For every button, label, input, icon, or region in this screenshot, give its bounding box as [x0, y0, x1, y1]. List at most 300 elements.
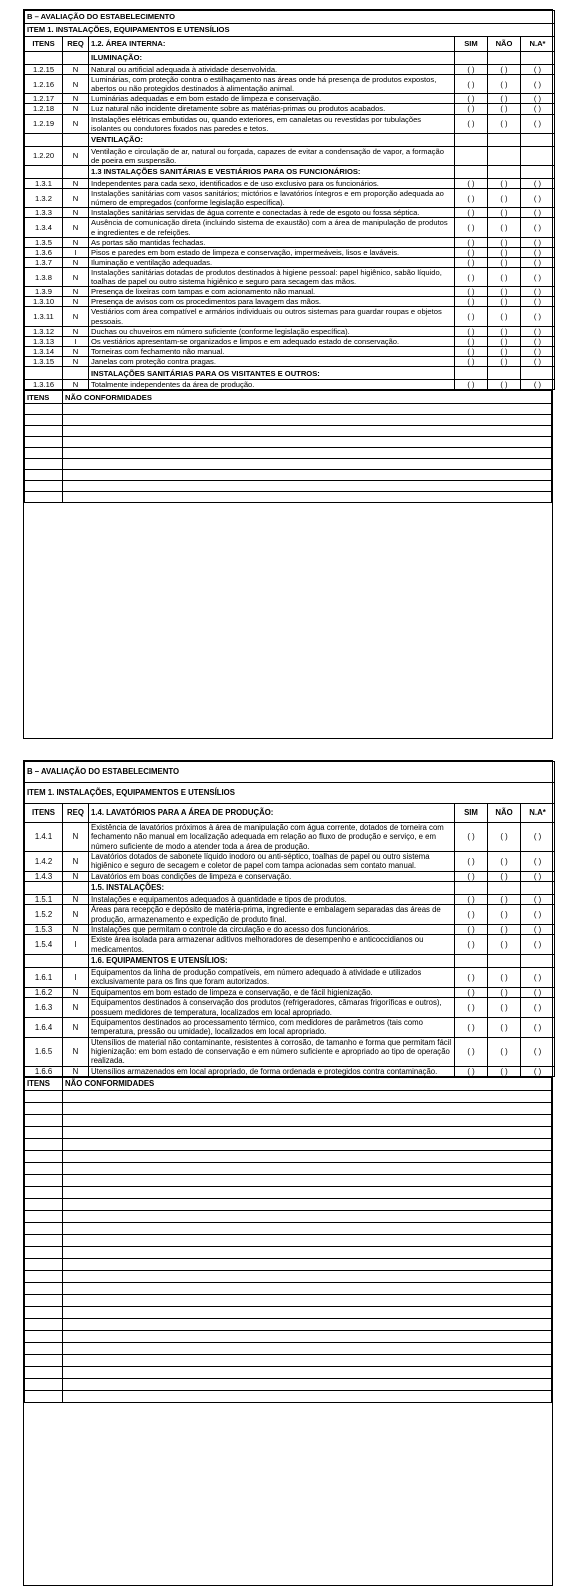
nc-text-cell[interactable] — [63, 437, 552, 448]
nc-text-cell[interactable] — [63, 1114, 552, 1126]
checkbox-nao[interactable]: ( ) — [488, 75, 521, 94]
nc-blank-row — [25, 1258, 552, 1270]
item-text: Vestiários com área compatível e armários individuais ou outros sistemas para guardar roupas e objetos pessoais. — [89, 307, 455, 326]
checkbox-na[interactable]: ( ) — [521, 287, 555, 297]
item-code: 1.3.12 — [25, 326, 63, 336]
item-req: N — [63, 1017, 89, 1037]
item-req: N — [63, 104, 89, 114]
form-sheet-2 — [23, 760, 553, 1586]
checkbox-na[interactable]: ( ) — [521, 178, 555, 188]
checkbox-nao[interactable]: ( ) — [488, 935, 521, 955]
nc-text-cell[interactable] — [63, 1342, 552, 1354]
checkbox-nao[interactable]: ( ) — [488, 247, 521, 257]
checkbox-na[interactable]: ( ) — [521, 987, 555, 997]
nc-text-cell[interactable] — [63, 459, 552, 470]
item-req: N — [63, 94, 89, 104]
item-text: Instalações sanitárias com vasos sanitários; mictórios e lavatórios íntegros e em proporção adequada ao número de empregados (conforme legislação específica). — [89, 189, 455, 208]
checkbox-na[interactable]: ( ) — [521, 871, 555, 881]
nc-text-cell[interactable] — [63, 1198, 552, 1210]
checkbox-nao[interactable]: ( ) — [488, 356, 521, 366]
checkbox-nao[interactable]: ( ) — [488, 326, 521, 336]
blank-cell — [521, 52, 555, 65]
checkbox-sim[interactable]: ( ) — [455, 905, 488, 925]
checkbox-na[interactable]: ( ) — [521, 998, 555, 1018]
nc-item-cell[interactable] — [25, 470, 63, 481]
nc-item-cell[interactable] — [25, 1354, 63, 1366]
nc-blank-row — [25, 1174, 552, 1186]
nc-item-cell[interactable] — [25, 481, 63, 492]
checkbox-nao[interactable]: ( ) — [488, 218, 521, 237]
item-text: Presença de avisos com os procedimentos para lavagem das mãos. — [89, 297, 455, 307]
nc-item-cell[interactable] — [25, 1138, 63, 1150]
nc-item-cell[interactable] — [25, 1282, 63, 1294]
nc-item-cell[interactable] — [25, 426, 63, 437]
nc-item-cell[interactable] — [25, 1366, 63, 1378]
checklist-row — [25, 287, 555, 297]
nc-item-cell[interactable] — [25, 1330, 63, 1342]
checkbox-nao[interactable]: ( ) — [488, 287, 521, 297]
nc-item-cell[interactable] — [25, 1390, 63, 1402]
checkbox-sim[interactable]: ( ) — [455, 1037, 488, 1066]
checkbox-nao[interactable]: ( ) — [488, 114, 521, 133]
item-req: N — [63, 218, 89, 237]
blank-cell — [455, 52, 488, 65]
nc-blank-row — [25, 1162, 552, 1174]
checklist-row — [25, 146, 555, 165]
checkbox-sim[interactable] — [455, 146, 488, 165]
checklist-row — [25, 237, 555, 247]
item-code: 1.3.3 — [25, 208, 63, 218]
row-req-cell — [63, 955, 89, 968]
checkbox-na[interactable]: ( ) — [521, 935, 555, 955]
checkbox-nao[interactable]: ( ) — [488, 987, 521, 997]
checkbox-nao[interactable]: ( ) — [488, 968, 521, 988]
checkbox-sim[interactable]: ( ) — [455, 297, 488, 307]
checkbox-sim[interactable]: ( ) — [455, 94, 488, 104]
item-code: 1.5.4 — [25, 935, 63, 955]
nc-item-cell[interactable] — [25, 437, 63, 448]
item-text: Instalações elétricas embutidas ou, quando exteriores, em canaletas ou revestidas por tubulações isolantes ou condutores fixados nas paredes e tetos. — [89, 114, 455, 133]
checkbox-sim[interactable]: ( ) — [455, 247, 488, 257]
nc-text-cell[interactable] — [63, 1330, 552, 1342]
checkbox-na[interactable]: ( ) — [521, 1066, 555, 1076]
checkbox-na[interactable]: ( ) — [521, 968, 555, 988]
checkbox-nao[interactable]: ( ) — [488, 257, 521, 267]
checkbox-na[interactable]: ( ) — [521, 208, 555, 218]
row-code-cell — [25, 882, 63, 895]
checkbox-na[interactable]: ( ) — [521, 218, 555, 237]
item-req: N — [63, 287, 89, 297]
checkbox-na[interactable]: ( ) — [521, 346, 555, 356]
item-code: 1.3.9 — [25, 287, 63, 297]
row-req-cell — [63, 882, 89, 895]
checklist-row — [25, 998, 555, 1018]
item-req: N — [63, 75, 89, 94]
item-code: 1.2.15 — [25, 65, 63, 75]
checkbox-na[interactable]: ( ) — [521, 307, 555, 326]
nc-blank-row — [25, 1282, 552, 1294]
checkbox-nao[interactable]: ( ) — [488, 267, 521, 286]
section-row — [25, 133, 555, 146]
checklist-row — [25, 987, 555, 997]
section-row — [25, 165, 555, 178]
checkbox-na[interactable]: ( ) — [521, 114, 555, 133]
checkbox-nao[interactable]: ( ) — [488, 823, 521, 852]
blank-cell — [521, 165, 555, 178]
checkbox-na[interactable]: ( ) — [521, 65, 555, 75]
checkbox-sim[interactable]: ( ) — [455, 998, 488, 1018]
checkbox-na[interactable] — [521, 146, 555, 165]
item-text: Torneiras com fechamento não manual. — [89, 346, 455, 356]
nc-text-cell[interactable] — [63, 1282, 552, 1294]
checkbox-sim[interactable]: ( ) — [455, 987, 488, 997]
nc-text-cell[interactable] — [63, 1102, 552, 1114]
checkbox-na[interactable]: ( ) — [521, 823, 555, 852]
item-req: N — [63, 208, 89, 218]
checkbox-sim[interactable]: ( ) — [455, 208, 488, 218]
blank-cell — [521, 955, 555, 968]
checkbox-nao[interactable]: ( ) — [488, 94, 521, 104]
nc-item-cell[interactable] — [25, 448, 63, 459]
nc-item-cell[interactable] — [25, 1090, 63, 1102]
checklist-row — [25, 307, 555, 326]
checkbox-nao[interactable]: ( ) — [488, 998, 521, 1018]
checkbox-nao[interactable]: ( ) — [488, 905, 521, 925]
nc-item-cell[interactable] — [25, 1174, 63, 1186]
item-req: N — [63, 1037, 89, 1066]
nc-text-cell[interactable] — [63, 492, 552, 503]
nc-text-cell[interactable] — [63, 1222, 552, 1234]
checkbox-sim[interactable]: ( ) — [455, 189, 488, 208]
item-req: I — [63, 336, 89, 346]
nc-item-cell[interactable] — [25, 404, 63, 415]
nc-text-cell[interactable] — [63, 1234, 552, 1246]
nc-item-cell[interactable] — [25, 1246, 63, 1258]
checkbox-na[interactable]: ( ) — [521, 895, 555, 905]
nc-text-cell[interactable] — [63, 1390, 552, 1402]
header-req: REQ — [63, 804, 89, 823]
nc-item-cell[interactable] — [25, 415, 63, 426]
item-req: N — [63, 114, 89, 133]
row-req-cell — [63, 367, 89, 380]
nc-text-cell[interactable] — [63, 415, 552, 426]
item-req: N — [63, 237, 89, 247]
checkbox-nao[interactable]: ( ) — [488, 65, 521, 75]
section-label: 1.5. INSTALAÇÕES: — [89, 882, 455, 895]
checkbox-na[interactable]: ( ) — [521, 356, 555, 366]
nc-text-cell[interactable] — [63, 481, 552, 492]
item-code: 1.3.2 — [25, 189, 63, 208]
nc-text-cell[interactable] — [63, 1150, 552, 1162]
nc-text-cell[interactable] — [63, 1174, 552, 1186]
item-text: Instalações sanitárias dotadas de produtos destinados à higiene pessoal: papel higiênico, sabão líquido, toalhas de papel ou outro sistema higiênico e seguro para secagem das mãos. — [89, 267, 455, 286]
checkbox-nao[interactable]: ( ) — [488, 1017, 521, 1037]
checkbox-nao[interactable]: ( ) — [488, 925, 521, 935]
item-text: Luminárias adequadas e em bom estado de limpeza e conservação. — [89, 94, 455, 104]
checkbox-sim[interactable]: ( ) — [455, 114, 488, 133]
checkbox-na[interactable]: ( ) — [521, 75, 555, 94]
item-req: N — [63, 852, 89, 872]
item-req: N — [63, 267, 89, 286]
checkbox-sim[interactable]: ( ) — [455, 968, 488, 988]
checkbox-sim[interactable]: ( ) — [455, 852, 488, 872]
checkbox-sim[interactable]: ( ) — [455, 895, 488, 905]
item-code: 1.2.19 — [25, 114, 63, 133]
item-text: Utensílios armazenados em local apropriado, de forma ordenada e protegidos contra contaminação. — [89, 1066, 455, 1076]
checklist-row — [25, 189, 555, 208]
blank-cell — [455, 165, 488, 178]
nc-item-cell[interactable] — [25, 1258, 63, 1270]
item-title: ITEM 1. INSTALAÇÕES, EQUIPAMENTOS E UTENSÍLIOS — [25, 783, 555, 804]
row-req-cell — [63, 52, 89, 65]
checkbox-sim[interactable]: ( ) — [455, 104, 488, 114]
nc-text-cell[interactable] — [63, 1258, 552, 1270]
section-label: ILUMINAÇÃO: — [89, 52, 455, 65]
item-req: N — [63, 1066, 89, 1076]
checkbox-sim[interactable]: ( ) — [455, 925, 488, 935]
nc-item-cell[interactable] — [25, 1162, 63, 1174]
nc-item-cell[interactable] — [25, 1102, 63, 1114]
checkbox-nao[interactable]: ( ) — [488, 307, 521, 326]
nc-text-cell[interactable] — [63, 1306, 552, 1318]
checklist-row — [25, 104, 555, 114]
checkbox-na[interactable]: ( ) — [521, 905, 555, 925]
checkbox-sim[interactable]: ( ) — [455, 935, 488, 955]
checkbox-sim[interactable]: ( ) — [455, 287, 488, 297]
checkbox-nao[interactable]: ( ) — [488, 104, 521, 114]
checkbox-na[interactable]: ( ) — [521, 1037, 555, 1066]
checklist-row — [25, 380, 555, 390]
nc-text-cell[interactable] — [63, 1318, 552, 1330]
item-req: N — [63, 326, 89, 336]
header-itens: ITENS — [25, 37, 63, 52]
nc-text-cell[interactable] — [63, 1186, 552, 1198]
item-code: 1.5.3 — [25, 925, 63, 935]
nc-blank-row — [25, 1090, 552, 1102]
row-code-cell — [25, 367, 63, 380]
checkbox-sim[interactable]: ( ) — [455, 267, 488, 286]
nc-text-cell[interactable] — [63, 1246, 552, 1258]
checkbox-na[interactable]: ( ) — [521, 380, 555, 390]
item-text: Duchas ou chuveiros em número suficiente (conforme legislação específica). — [89, 326, 455, 336]
item-text: Utensílios de material não contaminante, resistentes à corrosão, de tamanho e forma que permitam fácil higienização: em bom estado de conservação e em número suficiente e apropriado ao tipo de operação realizada. — [89, 1037, 455, 1066]
checkbox-na[interactable]: ( ) — [521, 94, 555, 104]
nc-text-cell[interactable] — [63, 1378, 552, 1390]
nc-text-cell[interactable] — [63, 470, 552, 481]
nc-text-cell[interactable] — [63, 1090, 552, 1102]
checkbox-nao[interactable]: ( ) — [488, 336, 521, 346]
item-code: 1.6.1 — [25, 968, 63, 988]
nc-blank-row — [25, 481, 552, 492]
checkbox-nao[interactable] — [488, 146, 521, 165]
nc-blank-row — [25, 404, 552, 415]
nc-blank-row — [25, 1210, 552, 1222]
nc-text-cell[interactable] — [63, 1270, 552, 1282]
item-text: Existe área isolada para armazenar aditivos melhoradores de desempenho e anticoccidianos ou medicamentos. — [89, 935, 455, 955]
item-text: Presença de lixeiras com tampas e com acionamento não manual. — [89, 287, 455, 297]
checkbox-nao[interactable]: ( ) — [488, 189, 521, 208]
checkbox-nao[interactable]: ( ) — [488, 895, 521, 905]
nc-item-cell[interactable] — [25, 1234, 63, 1246]
checkbox-na[interactable]: ( ) — [521, 297, 555, 307]
nc-text-cell[interactable] — [63, 1210, 552, 1222]
checkbox-sim[interactable]: ( ) — [455, 237, 488, 247]
nc-text-cell[interactable] — [63, 1126, 552, 1138]
item-req: N — [63, 146, 89, 165]
item-code: 1.2.17 — [25, 94, 63, 104]
checkbox-nao[interactable]: ( ) — [488, 1037, 521, 1066]
item-text: Instalações que permitam o controle da circulação e do acesso dos funcionários. — [89, 925, 455, 935]
nc-text-cell[interactable] — [63, 1366, 552, 1378]
row-req-cell — [63, 133, 89, 146]
checkbox-sim[interactable]: ( ) — [455, 307, 488, 326]
section-label: 1.6. EQUIPAMENTOS E UTENSÍLIOS: — [89, 955, 455, 968]
nc-text-cell[interactable] — [63, 404, 552, 415]
nc-blank-row — [25, 1138, 552, 1150]
nc-item-cell[interactable] — [25, 1318, 63, 1330]
nc-item-cell[interactable] — [25, 1186, 63, 1198]
nc-text-cell[interactable] — [63, 426, 552, 437]
checkbox-sim[interactable]: ( ) — [455, 1066, 488, 1076]
checkbox-nao[interactable]: ( ) — [488, 871, 521, 881]
checkbox-na[interactable]: ( ) — [521, 852, 555, 872]
item-code: 1.4.2 — [25, 852, 63, 872]
checkbox-sim[interactable]: ( ) — [455, 871, 488, 881]
item-text: Ausência de comunicação direta (incluindo sistema de exaustão) com a área de manipulação de produtos e ingredientes e de refeições. — [89, 218, 455, 237]
item-text: Áreas para recepção e depósito de matéria-prima, ingrediente e embalagem separadas das áreas de produção, armazenamento e expedição de produto final. — [89, 905, 455, 925]
checkbox-nao[interactable]: ( ) — [488, 237, 521, 247]
nc-text-cell[interactable] — [63, 1294, 552, 1306]
header-sim: SIM — [455, 37, 488, 52]
checkbox-na[interactable]: ( ) — [521, 326, 555, 336]
checkbox-sim[interactable]: ( ) — [455, 218, 488, 237]
item-code: 1.3.13 — [25, 336, 63, 346]
header-area: 1.2. ÁREA INTERNA: — [89, 37, 455, 52]
item-req: I — [63, 968, 89, 988]
item-req: N — [63, 823, 89, 852]
checklist-row — [25, 267, 555, 286]
nc-item-cell[interactable] — [25, 1306, 63, 1318]
checkbox-sim[interactable]: ( ) — [455, 178, 488, 188]
item-req: N — [63, 189, 89, 208]
nc-item-cell[interactable] — [25, 1270, 63, 1282]
checklist-row — [25, 218, 555, 237]
section-label: 1.3 INSTALAÇÕES SANITÁRIAS E VESTIÁRIOS PARA OS FUNCIONÁRIOS: — [89, 165, 455, 178]
nc-blank-row — [25, 415, 552, 426]
item-text: Instalações sanitárias servidas de água corrente e conectadas à rede de esgoto ou fossa séptica. — [89, 208, 455, 218]
nc-item-cell[interactable] — [25, 1342, 63, 1354]
nc-item-cell[interactable] — [25, 1198, 63, 1210]
checklist-row — [25, 114, 555, 133]
nc-item-cell[interactable] — [25, 1210, 63, 1222]
item-code: 1.5.1 — [25, 895, 63, 905]
row-code-cell — [25, 133, 63, 146]
checkbox-na[interactable]: ( ) — [521, 237, 555, 247]
checkbox-sim[interactable]: ( ) — [455, 823, 488, 852]
checkbox-nao[interactable]: ( ) — [488, 852, 521, 872]
blank-cell — [488, 52, 521, 65]
item-text: Pisos e paredes em bom estado de limpeza e conservação, impermeáveis, lisos e laváveis. — [89, 247, 455, 257]
nc-blank-row — [25, 1390, 552, 1402]
item-text: Natural ou artificial adequada à atividade desenvolvida. — [89, 65, 455, 75]
checkbox-sim[interactable]: ( ) — [455, 326, 488, 336]
item-req: N — [63, 905, 89, 925]
nc-text-cell[interactable] — [63, 448, 552, 459]
nc-item-cell[interactable] — [25, 1150, 63, 1162]
header-nao: NÃO — [488, 37, 521, 52]
nc-item-cell[interactable] — [25, 1222, 63, 1234]
header-req: REQ — [63, 37, 89, 52]
nc-item-cell[interactable] — [25, 1126, 63, 1138]
nc-blank-row — [25, 1342, 552, 1354]
checkbox-na[interactable]: ( ) — [521, 925, 555, 935]
checkbox-sim[interactable]: ( ) — [455, 1017, 488, 1037]
item-text: Equipamentos destinados ao processamento térmico, com medidores de parâmetros (tais como temperatura, pressão ou umidade), localizados em local apropriado. — [89, 1017, 455, 1037]
nc-text-cell[interactable] — [63, 1354, 552, 1366]
checkbox-sim[interactable]: ( ) — [455, 356, 488, 366]
checkbox-na[interactable]: ( ) — [521, 189, 555, 208]
nc-item-cell[interactable] — [25, 1294, 63, 1306]
nc-text-cell[interactable] — [63, 1138, 552, 1150]
item-code: 1.6.3 — [25, 998, 63, 1018]
checkbox-nao[interactable]: ( ) — [488, 380, 521, 390]
checkbox-na[interactable]: ( ) — [521, 257, 555, 267]
nc-blank-row — [25, 470, 552, 481]
checkbox-na[interactable]: ( ) — [521, 247, 555, 257]
checkbox-sim[interactable]: ( ) — [455, 65, 488, 75]
item-text: Instalações e equipamentos adequados à quantidade e tipos de produtos. — [89, 895, 455, 905]
checkbox-sim[interactable]: ( ) — [455, 257, 488, 267]
checkbox-na[interactable]: ( ) — [521, 1017, 555, 1037]
row-req-cell — [63, 165, 89, 178]
item-code: 1.3.1 — [25, 178, 63, 188]
checkbox-na[interactable]: ( ) — [521, 336, 555, 346]
checkbox-nao[interactable]: ( ) — [488, 346, 521, 356]
checkbox-na[interactable]: ( ) — [521, 267, 555, 286]
nc-item-cell[interactable] — [25, 492, 63, 503]
item-code: 1.4.3 — [25, 871, 63, 881]
checkbox-sim[interactable]: ( ) — [455, 75, 488, 94]
nc-blank-row — [25, 1366, 552, 1378]
checkbox-sim[interactable]: ( ) — [455, 380, 488, 390]
checkbox-nao[interactable]: ( ) — [488, 178, 521, 188]
checkbox-sim[interactable]: ( ) — [455, 346, 488, 356]
checklist-row — [25, 968, 555, 988]
checkbox-nao[interactable]: ( ) — [488, 208, 521, 218]
nc-item-cell[interactable] — [25, 1378, 63, 1390]
checklist-row — [25, 257, 555, 267]
checklist-row — [25, 356, 555, 366]
nc-item-cell[interactable] — [25, 459, 63, 470]
nc-text-cell[interactable] — [63, 1162, 552, 1174]
item-req: N — [63, 178, 89, 188]
checkbox-na[interactable]: ( ) — [521, 104, 555, 114]
checkbox-nao[interactable]: ( ) — [488, 297, 521, 307]
item-req: N — [63, 998, 89, 1018]
checkbox-nao[interactable]: ( ) — [488, 1066, 521, 1076]
checkbox-sim[interactable]: ( ) — [455, 336, 488, 346]
section-row — [25, 955, 555, 968]
checklist-row — [25, 75, 555, 94]
nc-blank-row — [25, 492, 552, 503]
checklist-row — [25, 178, 555, 188]
nc-item-cell[interactable] — [25, 1114, 63, 1126]
nc-header-label: NÃO CONFORMIDADES — [63, 1077, 552, 1090]
checklist-row — [25, 247, 555, 257]
blank-cell — [455, 367, 488, 380]
section-row — [25, 882, 555, 895]
row-code-cell — [25, 955, 63, 968]
